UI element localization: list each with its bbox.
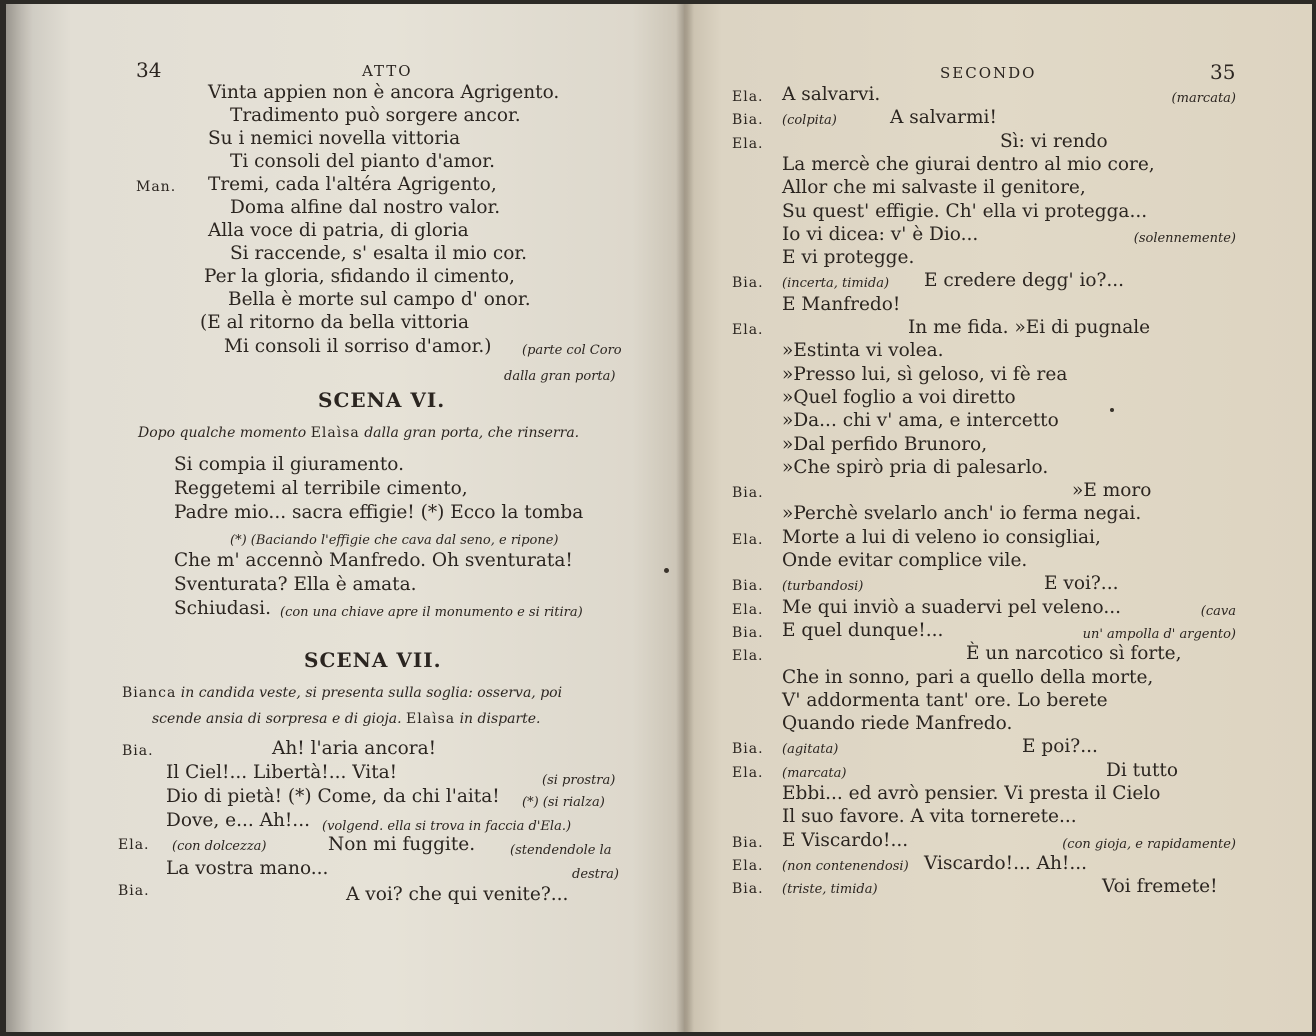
verse-line: E Viscardo!... <box>782 829 909 851</box>
verse-line: Ah! l'aria ancora! <box>272 738 437 759</box>
verse-line: E credere degg' io?... <box>924 270 1125 292</box>
stage-direction: (colpita) <box>782 113 837 129</box>
stage-direction: un' ampolla d' argento) <box>1082 626 1236 642</box>
verse-line: E Manfredo! <box>782 293 901 315</box>
verse-line: A salvarmi! <box>890 107 997 129</box>
verse-line: Che in sonno, pari a quello della morte, <box>782 666 1154 688</box>
verse-line: Vinta appien non è ancora Agrigento. <box>208 82 560 103</box>
scene-title: SCENA VII. <box>304 648 442 672</box>
verse-line: Ebbi... ed avrò pensier. Vi presta il Cielo <box>782 783 1161 804</box>
book-gutter <box>676 4 694 1032</box>
speaker-label: Ela. <box>732 648 764 665</box>
ink-spot <box>664 568 669 573</box>
speaker-label: Bia. <box>122 743 154 759</box>
stage-direction: (stendendole la <box>510 843 612 858</box>
verse-line: A salvarvi. <box>782 84 881 105</box>
speaker-label: Bia. <box>732 112 764 129</box>
left-page <box>32 4 684 1032</box>
speaker-label: Ela. <box>732 531 764 548</box>
verse-line: »Da... chi v' ama, e intercetto <box>782 410 1059 432</box>
verse-line: Voi fremete! <box>1102 876 1218 898</box>
verse-line: Schiudasi. <box>174 598 271 619</box>
speaker-label: Man. <box>136 179 177 195</box>
verse-line: Sì: vi rendo <box>1000 130 1108 152</box>
verse-line: E voi?... <box>1044 573 1119 595</box>
stage-direction: dalla gran porta) <box>504 369 616 384</box>
speaker-label: Bia. <box>732 834 764 851</box>
verse-line: Su i nemici novella vittoria <box>208 128 461 149</box>
verse-line: Morte a lui di veleno io consigliai, <box>782 526 1101 548</box>
footnote-direction: (*) (Baciando l'effigie che cava dal seno, e ripone) <box>230 533 559 548</box>
speaker-label: Bia. <box>118 883 150 899</box>
stage-direction: (parte col Coro <box>522 343 622 358</box>
stage-direction: (volgend. ella si trova in faccia d'Ela.) <box>322 819 572 834</box>
speaker-label: Bia. <box>732 485 764 502</box>
verse-line: Mi consoli il sorriso d'amor.) <box>224 336 492 357</box>
verse-line: Sventurata? Ella è amata. <box>174 574 417 595</box>
speaker-label: Bia. <box>732 624 764 641</box>
verse-line: Me qui inviò a suadervi pel veleno... <box>782 596 1121 618</box>
stage-direction: (incerta, timida) <box>782 276 890 292</box>
stage-direction: (*) (si rialza) <box>522 795 605 810</box>
verse-line: Viscardo!... Ah!... <box>924 852 1087 874</box>
verse-line: Per la gloria, sfidando il cimento, <box>204 266 515 287</box>
speaker-label: Ela. <box>732 857 764 874</box>
verse-line: E quel dunque!... <box>782 619 944 641</box>
verse-line: La vostra mano... <box>166 858 329 879</box>
page-number: 34 <box>136 58 162 82</box>
verse-line: Di tutto <box>1106 759 1178 781</box>
verse-line: Tradimento può sorgere ancor. <box>230 105 521 126</box>
verse-line: »Quel foglio a voi diretto <box>782 386 1016 408</box>
stage-direction: (agitata) <box>782 742 839 758</box>
verse-line: »Perchè svelarlo anch' io ferma negai. <box>782 503 1142 525</box>
verse-line: Il suo favore. A vita tornerete... <box>782 806 1077 828</box>
speaker-label: Ela. <box>732 89 764 105</box>
verse-line: »Che spirò pria di palesarlo. <box>782 456 1049 478</box>
verse-line: Ti consoli del pianto d'amor. <box>230 151 495 172</box>
verse-line: Quando riede Manfredo. <box>782 713 1013 735</box>
verse-line: »Estinta vi volea. <box>782 340 944 362</box>
stage-direction: (con dolcezza) <box>172 839 267 854</box>
verse-line: Alla voce di patria, di gloria <box>208 220 469 241</box>
stage-direction: (turbandosi) <box>782 579 864 595</box>
verse-line: V' addormenta tant' ore. Lo berete <box>782 689 1108 711</box>
stage-direction: (con una chiave apre il monumento e si ritira) <box>280 605 583 620</box>
verse-line: »Dal perfido Brunoro, <box>782 433 988 455</box>
verse-line: E vi protegge. <box>782 247 915 269</box>
stage-direction: (marcata) <box>782 765 847 781</box>
running-head: SECONDO <box>940 64 1037 82</box>
verse-line: Io vi dicea: v' è Dio... <box>782 223 979 245</box>
ink-spot <box>1110 408 1114 412</box>
verse-line: La mercè che giurai dentro al mio core, <box>782 153 1155 175</box>
speaker-label: Ela. <box>118 837 150 853</box>
speaker-label: Ela. <box>732 322 764 338</box>
scene-direction: Dopo qualche momento Elaìsa dalla gran porta, che rinserra. <box>138 425 580 441</box>
speaker-label: Bia. <box>732 275 764 292</box>
verse-line: Non mi fuggite. <box>328 834 476 855</box>
speaker-label: Ela. <box>732 135 764 152</box>
stage-direction: (con gioja, e rapidamente) <box>1062 836 1236 852</box>
verse-line: Su quest' effigie. Ch' ella vi protegga... <box>782 200 1148 222</box>
verse-line: E poi?... <box>1022 736 1098 758</box>
verse-line: »Presso lui, sì geloso, vi fè rea <box>782 363 1068 385</box>
page-edges <box>6 4 32 1032</box>
verse-line: In me fida. »Ei di pugnale <box>908 317 1151 338</box>
verse-line: Dove, e... Ah!... <box>166 810 310 831</box>
speaker-label: Bia. <box>732 881 764 898</box>
scene-title: SCENA VI. <box>318 388 446 412</box>
page-number: 35 <box>1210 60 1236 84</box>
stage-direction: (non contenendosi) <box>782 858 909 874</box>
verse-line: »E moro <box>1072 480 1152 502</box>
verse-line: Doma alfine dal nostro valor. <box>230 197 501 218</box>
running-head: ATTO <box>362 62 413 80</box>
stage-direction: (cava <box>1200 603 1236 619</box>
scene-direction: scende ansia di sorpresa e di gioja. Elaìsa in disparte. <box>152 711 541 727</box>
scene-direction: Bianca in candida veste, si presenta sulla soglia: osserva, poi <box>122 685 563 701</box>
verse-line: Il Ciel!... Libertà!... Vita! <box>166 762 398 783</box>
verse-line: Che m' accennò Manfredo. Oh sventurata! <box>174 550 573 571</box>
verse-line: Allor che mi salvaste il genitore, <box>782 177 1086 199</box>
right-page <box>684 4 1312 1032</box>
verse-line: Reggetemi al terribile cimento, <box>174 478 468 499</box>
verse-line: Onde evitar complice vile. <box>782 550 1028 571</box>
verse-line: Si raccende, s' esalta il mio cor. <box>230 243 528 264</box>
stage-direction: (marcata) <box>1171 91 1236 106</box>
verse-line: Tremi, cada l'altéra Agrigento, <box>208 174 497 195</box>
stage-direction: (triste, timida) <box>782 882 878 898</box>
verse-line: (E al ritorno da bella vittoria <box>200 312 469 333</box>
verse-line: Bella è morte sul campo d' onor. <box>228 289 531 310</box>
stage-direction: (solennemente) <box>1133 230 1236 246</box>
speaker-label: Bia. <box>732 578 764 595</box>
verse-line: Dio di pietà! (*) Come, da chi l'aita! <box>166 786 500 807</box>
stage-direction: destra) <box>572 867 619 882</box>
open-book <box>6 4 1312 1032</box>
stage-direction: (si prostra) <box>542 773 616 788</box>
verse-line: Si compia il giuramento. <box>174 454 404 475</box>
verse-line: È un narcotico sì forte, <box>966 643 1182 665</box>
speaker-label: Ela. <box>732 764 764 781</box>
speaker-label: Ela. <box>732 601 764 618</box>
speaker-label: Bia. <box>732 741 764 758</box>
verse-line: Padre mio... sacra effigie! (*) Ecco la tomba <box>174 502 584 523</box>
verse-line: A voi? che qui venite?... <box>346 884 569 905</box>
